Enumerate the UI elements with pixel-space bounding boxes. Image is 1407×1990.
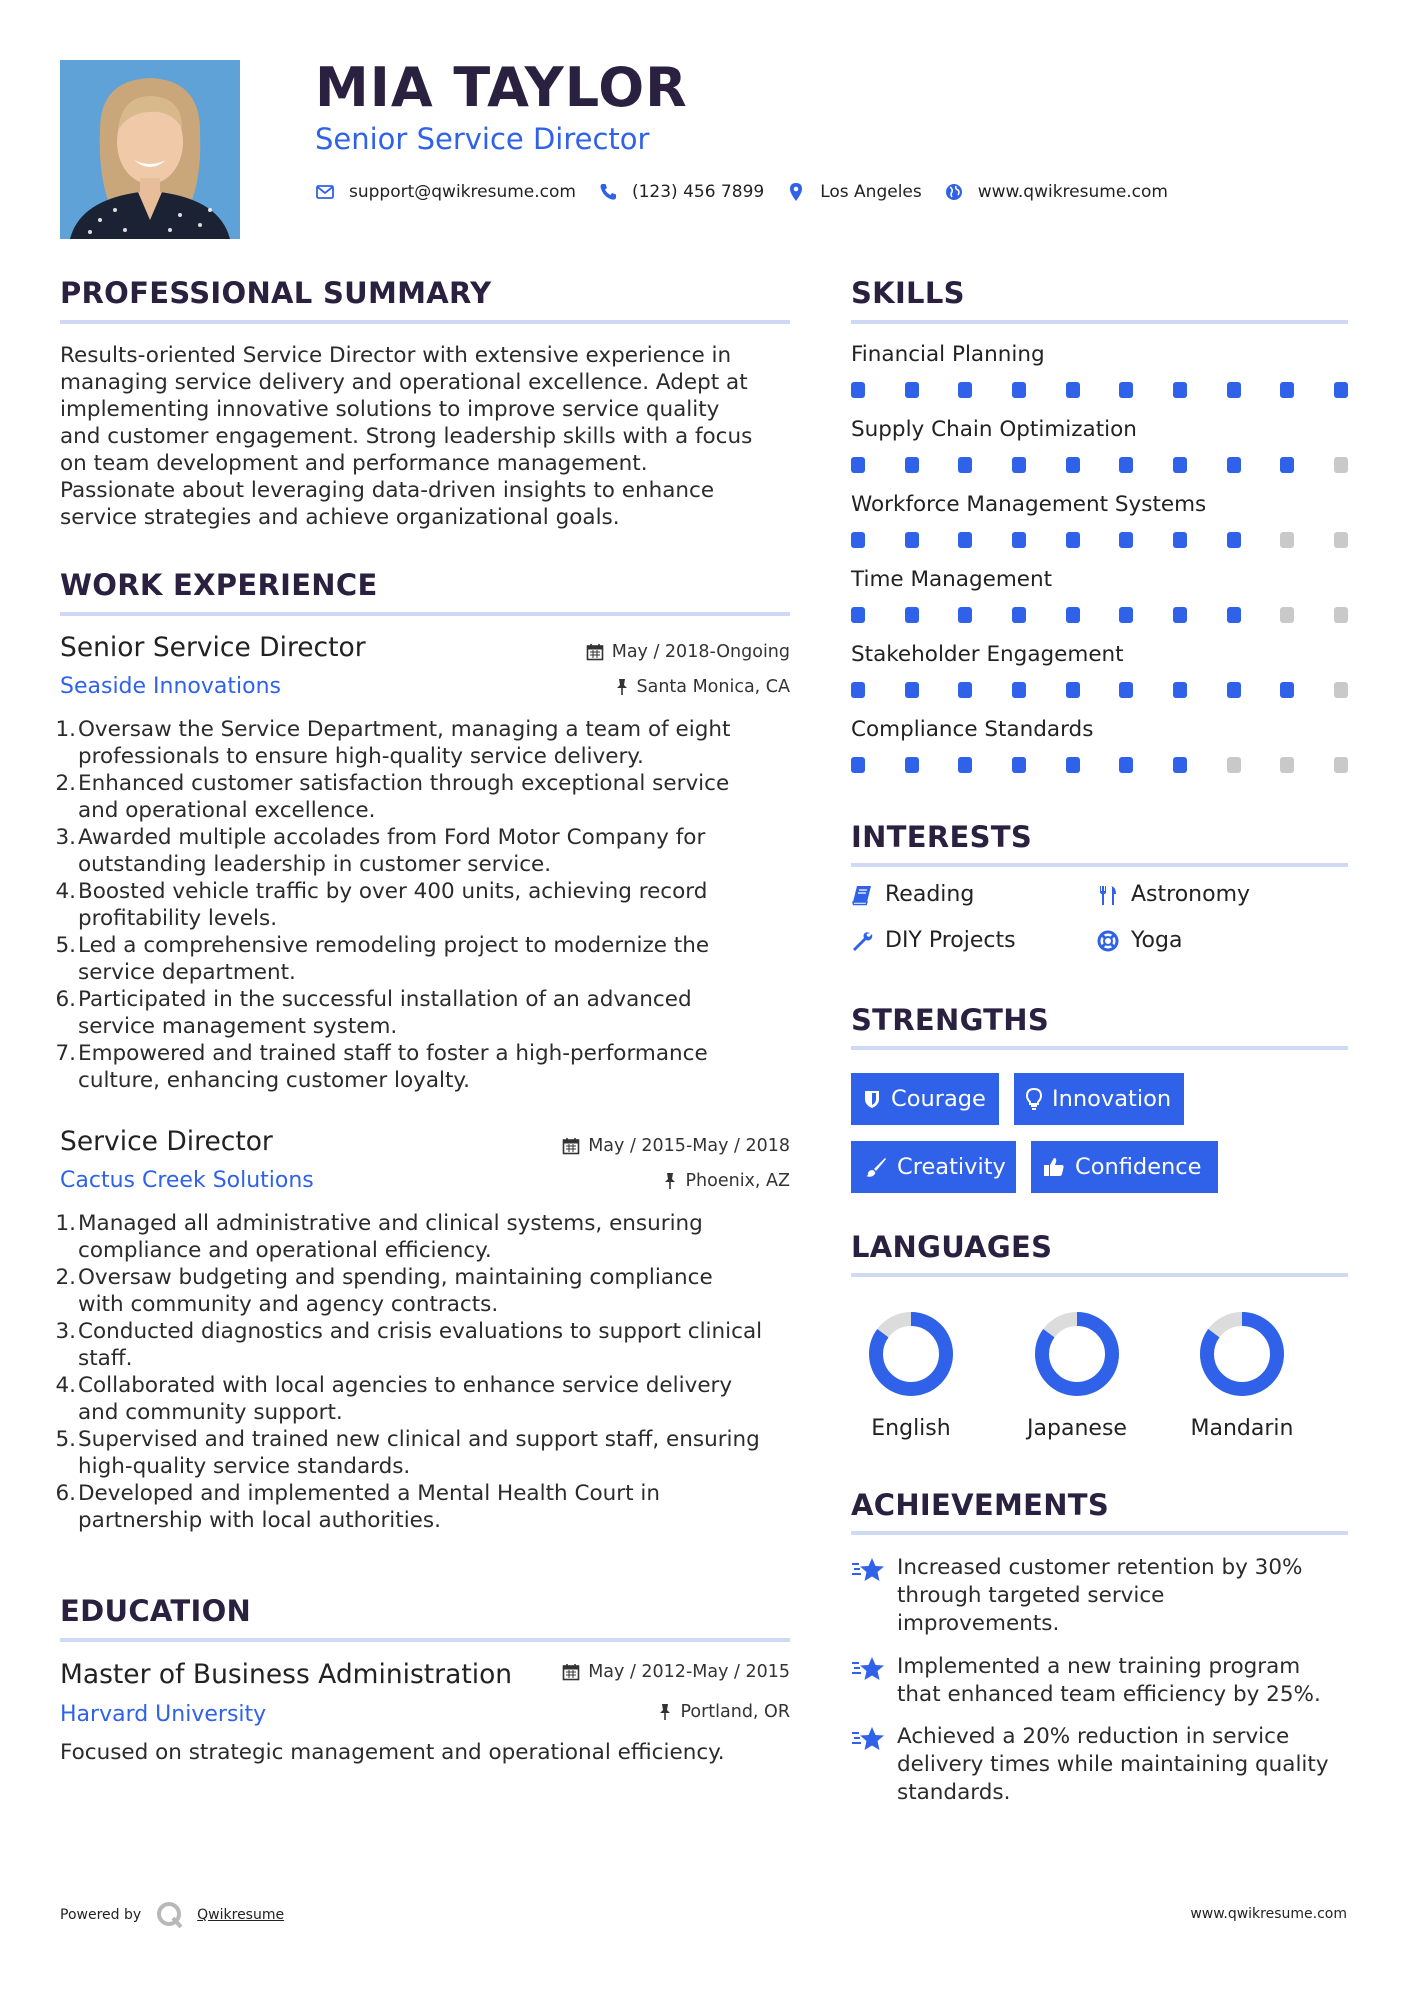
achievement-item [851,1653,1351,1709]
education-rule [60,1638,790,1642]
achievements-rule [851,1531,1348,1535]
summary-line: on team development and performance management. [60,451,648,476]
strength-label: Courage [891,1086,986,1112]
list-item [55,986,800,1040]
skill-dot-filled [958,457,972,473]
skill-dot-filled [1173,532,1187,548]
star-award-icon [851,1655,885,1683]
bullet-line: Developed and implemented a Mental Health Court in [78,1481,660,1506]
bullet-line: Oversaw budgeting and spending, maintaining compliance [78,1265,713,1290]
skill-dot-filled [1012,757,1026,773]
phone-icon [598,182,618,202]
interest-label: DIY Projects [885,928,1016,953]
bullet-line: compliance and operational efficiency. [78,1238,492,1263]
star-award-icon [851,1556,885,1584]
skill-dot-filled [1012,382,1026,398]
interests-heading: INTERESTS [851,820,1033,854]
skill-dot-filled [1280,382,1294,398]
skill-dot-filled [1012,607,1026,623]
bullet-line: Conducted diagnostics and crisis evaluations to support clinical [78,1319,763,1344]
wrench-icon [851,930,873,952]
job-date-text: May / 2015-May / 2018 [588,1136,790,1156]
skill-dot-filled [1173,757,1187,773]
skill-dot-filled [1119,607,1133,623]
language-proficiency-ring [1028,1305,1126,1403]
achievement-line: that enhanced team efficiency by 25%. [897,1682,1321,1707]
summary-line: Passionate about leveraging data-driven insights to enhance [60,478,715,503]
bullet-line: Awarded multiple accolades from Ford Motor Company for [78,825,706,850]
education-description: Focused on strategic management and operational efficiency. [60,1740,725,1765]
language-proficiency-ring [1193,1305,1291,1403]
skill-dot-filled [1334,382,1348,398]
skill-dot-empty [1280,532,1294,548]
bullet-line: service department. [78,960,296,985]
interest-diy [851,928,1016,953]
bullet-number: 5. [55,933,76,958]
bullet-line: culture, enhancing customer loyalty. [78,1068,470,1093]
skill-dot-empty [1334,757,1348,773]
powered-by-label: Powered by [60,1907,142,1923]
skill-name: Time Management [851,567,1053,592]
skill-dot-filled [1173,607,1187,623]
education-date [562,1662,790,1682]
summary-line: and customer engagement. Strong leadership skills with a focus [60,424,753,449]
skill-dot-filled [905,532,919,548]
envelope-icon [315,182,335,202]
footer-powered-by [60,1900,284,1930]
languages-heading: LANGUAGES [851,1230,1053,1264]
list-item [55,1372,810,1426]
job-location [663,1171,790,1191]
skill-dot-filled [1012,682,1026,698]
book-icon [851,884,873,906]
achievement-line: Implemented a new training program [897,1654,1301,1679]
education-location [658,1702,790,1722]
list-item [55,1480,810,1534]
skill-dot-filled [851,607,865,623]
job-role: Senior Service Director [60,632,366,663]
skill-dot-filled [905,757,919,773]
achievement-line: Achieved a 20% reduction in service [897,1724,1290,1749]
achievement-line: delivery times while maintaining quality [897,1752,1329,1777]
skill-name: Compliance Standards [851,717,1094,742]
interest-yoga [1097,928,1182,953]
list-item [55,878,800,932]
bullet-number: 7. [55,1041,76,1066]
skill-name: Financial Planning [851,342,1045,367]
experience-rule [60,612,790,616]
strength-label: Creativity [897,1154,1006,1180]
calendar-icon [562,1137,580,1155]
list-item [55,770,800,824]
achievement-item [851,1554,1351,1638]
contact-bar [315,180,1190,204]
calendar-icon [562,1663,580,1681]
bullet-number: 6. [55,987,76,1012]
skill-rating [851,382,1348,398]
skill-dot-empty [1280,607,1294,623]
language-proficiency-ring [862,1305,960,1403]
education-date-text: May / 2012-May / 2015 [588,1662,790,1682]
candidate-name: MIA TAYLOR [315,56,688,119]
bullet-number: 6. [55,1481,76,1506]
skill-dot-filled [851,682,865,698]
lifebuoy-icon [1097,930,1119,952]
profile-photo [60,60,240,239]
skill-dot-filled [1066,757,1080,773]
strengths-heading: STRENGTHS [851,1003,1050,1037]
star-award-icon [851,1725,885,1753]
skill-dot-filled [958,607,972,623]
language-name: English [871,1416,951,1441]
shield-icon [863,1089,881,1109]
pushpin-icon [663,1172,677,1190]
job-location [615,677,791,697]
skill-dot-empty [1334,532,1348,548]
bullet-number: 5. [55,1427,76,1452]
skill-dot-filled [958,682,972,698]
skill-dot-filled [958,757,972,773]
skill-dot-filled [1227,682,1241,698]
interest-reading [851,882,974,907]
skill-dot-filled [958,382,972,398]
contact-phone[interactable]: (123) 456 7899 [631,182,765,202]
skill-dot-filled [851,382,865,398]
achievement-item [851,1723,1351,1807]
pushpin-icon [658,1703,672,1721]
brand-link[interactable]: Qwikresume [197,1907,285,1923]
skill-dot-filled [905,607,919,623]
job-bullets [55,1210,810,1534]
bullet-line: Empowered and trained staff to foster a high-performance [78,1041,708,1066]
skill-name: Stakeholder Engagement [851,642,1124,667]
skill-dot-filled [1173,457,1187,473]
skill-rating [851,757,1348,773]
skill-dot-filled [1012,457,1026,473]
job-date-text: May / 2018-Ongoing [611,642,790,662]
skills-rule [851,320,1348,324]
summary-rule [60,320,790,324]
bullet-line: Boosted vehicle traffic by over 400 units, achieving record [78,879,708,904]
summary-heading: PROFESSIONAL SUMMARY [60,276,492,310]
skill-rating [851,532,1348,548]
map-marker-icon [786,182,806,202]
achievement-line: standards. [897,1780,1011,1805]
skill-dot-filled [958,532,972,548]
skill-dot-filled [1280,682,1294,698]
strength-label: Confidence [1075,1154,1202,1180]
summary-line: managing service delivery and operational excellence. Adept at [60,370,748,395]
skill-dot-filled [1066,682,1080,698]
language-name: Japanese [1027,1416,1127,1441]
skill-dot-empty [1280,757,1294,773]
bullet-number: 1. [55,717,76,742]
list-item [55,1426,810,1480]
list-item [55,716,800,770]
bullet-number: 2. [55,771,76,796]
list-item [55,932,800,986]
skill-dot-filled [1227,457,1241,473]
education-heading: EDUCATION [60,1594,252,1628]
skill-dot-filled [1280,457,1294,473]
job-role: Service Director [60,1126,273,1157]
bullet-number: 4. [55,879,76,904]
interest-label: Reading [885,882,975,907]
skill-dot-filled [1119,457,1133,473]
skill-dot-empty [1227,757,1241,773]
skill-dot-filled [1227,607,1241,623]
calendar-icon [586,643,604,661]
strength-confidence [1031,1141,1218,1193]
skill-dot-filled [851,532,865,548]
skill-dot-filled [851,457,865,473]
education-location-text: Portland, OR [680,1702,790,1722]
list-item [55,1040,800,1094]
skill-dot-filled [905,382,919,398]
bullet-number: 3. [55,825,76,850]
bullet-line: and community support. [78,1400,343,1425]
skill-dot-empty [1334,607,1348,623]
summary-line: service strategies and achieve organizational goals. [60,505,620,530]
contact-location: Los Angeles [820,182,922,202]
achievement-line: through targeted service [897,1583,1165,1608]
skill-dot-filled [1227,382,1241,398]
achievement-line: improvements. [897,1611,1060,1636]
contact-website[interactable]: www.qwikresume.com [977,182,1168,202]
strength-innovation [1014,1073,1184,1125]
summary-line: implementing innovative solutions to improve service quality [60,397,720,422]
bullet-line: staff. [78,1346,133,1371]
skill-dot-filled [1066,457,1080,473]
bullet-line: Collaborated with local agencies to enhance service delivery [78,1373,733,1398]
interest-label: Astronomy [1131,882,1251,907]
job-date [562,1136,790,1156]
job-location-text: Phoenix, AZ [685,1171,790,1191]
education-school[interactable]: Harvard University [60,1702,267,1727]
list-item [55,1264,810,1318]
skill-dot-empty [1334,682,1348,698]
experience-heading: WORK EXPERIENCE [60,568,378,602]
strength-creativity [851,1141,1016,1193]
skill-rating [851,682,1348,698]
summary-line: Results-oriented Service Director with extensive experience in [60,343,732,368]
list-item [55,1318,810,1372]
bullet-line: outstanding leadership in customer service. [78,852,552,877]
interests-rule [851,863,1348,867]
bullet-number: 1. [55,1211,76,1236]
skill-dot-filled [1119,382,1133,398]
skill-dot-filled [1066,607,1080,623]
skill-dot-filled [1066,532,1080,548]
bullet-line: with community and agency contracts. [78,1292,499,1317]
lightbulb-icon [1026,1088,1042,1110]
bullet-line: Enhanced customer satisfaction through exceptional service [78,771,730,796]
job-company[interactable]: Seaside Innovations [60,674,281,699]
skill-dot-filled [1227,532,1241,548]
skill-dot-filled [1066,382,1080,398]
skill-dot-filled [1173,682,1187,698]
bullet-line: profitability levels. [78,906,278,931]
interest-label: Yoga [1131,928,1183,953]
pushpin-icon [615,678,629,696]
bullet-line: Managed all administrative and clinical systems, ensuring [78,1211,703,1236]
skill-dot-empty [1334,457,1348,473]
footer-website[interactable]: www.qwikresume.com [1190,1906,1347,1922]
qwikresume-logo-icon [155,1900,185,1930]
skill-name: Workforce Management Systems [851,492,1207,517]
skill-dot-filled [1173,382,1187,398]
skill-dot-filled [1119,532,1133,548]
thumbs-up-icon [1043,1157,1065,1177]
bullet-number: 3. [55,1319,76,1344]
strengths-rule [851,1046,1348,1050]
job-bullets [55,716,800,1094]
skill-rating [851,457,1348,473]
skill-rating [851,607,1348,623]
globe-icon [944,182,964,202]
candidate-title: Senior Service Director [315,122,650,156]
languages-rule [851,1273,1348,1277]
skill-dot-filled [1119,682,1133,698]
bullet-line: service management system. [78,1014,398,1039]
job-date [586,642,790,662]
interest-astronomy [1097,882,1250,907]
bullet-number: 2. [55,1265,76,1290]
list-item [55,1210,810,1264]
skill-dot-filled [1119,757,1133,773]
bullet-line: Supervised and trained new clinical and support staff, ensuring [78,1427,760,1452]
skill-dot-filled [905,682,919,698]
strength-label: Innovation [1052,1086,1172,1112]
bullet-line: Oversaw the Service Department, managing a team of eight [78,717,731,742]
brush-icon [865,1157,887,1177]
skill-name: Supply Chain Optimization [851,417,1137,442]
bullet-line: professionals to ensure high-quality service delivery. [78,744,644,769]
contact-email[interactable]: support@qwikresume.com [349,182,576,202]
list-item [55,824,800,878]
strength-courage [851,1073,999,1125]
skills-heading: SKILLS [851,276,965,310]
skill-dot-filled [1012,532,1026,548]
bullet-number: 4. [55,1373,76,1398]
education-degree: Master of Business Administration [60,1659,513,1690]
achievement-line: Increased customer retention by 30% [897,1555,1303,1580]
bullet-line: Led a comprehensive remodeling project to modernize the [78,933,710,958]
utensils-icon [1097,884,1119,906]
bullet-line: partnership with local authorities. [78,1508,441,1533]
bullet-line: high-quality service standards. [78,1454,411,1479]
bullet-line: Participated in the successful installation of an advanced [78,987,692,1012]
language-name: Mandarin [1190,1416,1294,1441]
job-company[interactable]: Cactus Creek Solutions [60,1168,314,1193]
achievements-heading: ACHIEVEMENTS [851,1488,1110,1522]
summary-text [60,342,800,531]
bullet-line: and operational excellence. [78,798,376,823]
skill-dot-filled [851,757,865,773]
job-location-text: Santa Monica, CA [636,677,790,697]
skill-dot-filled [905,457,919,473]
